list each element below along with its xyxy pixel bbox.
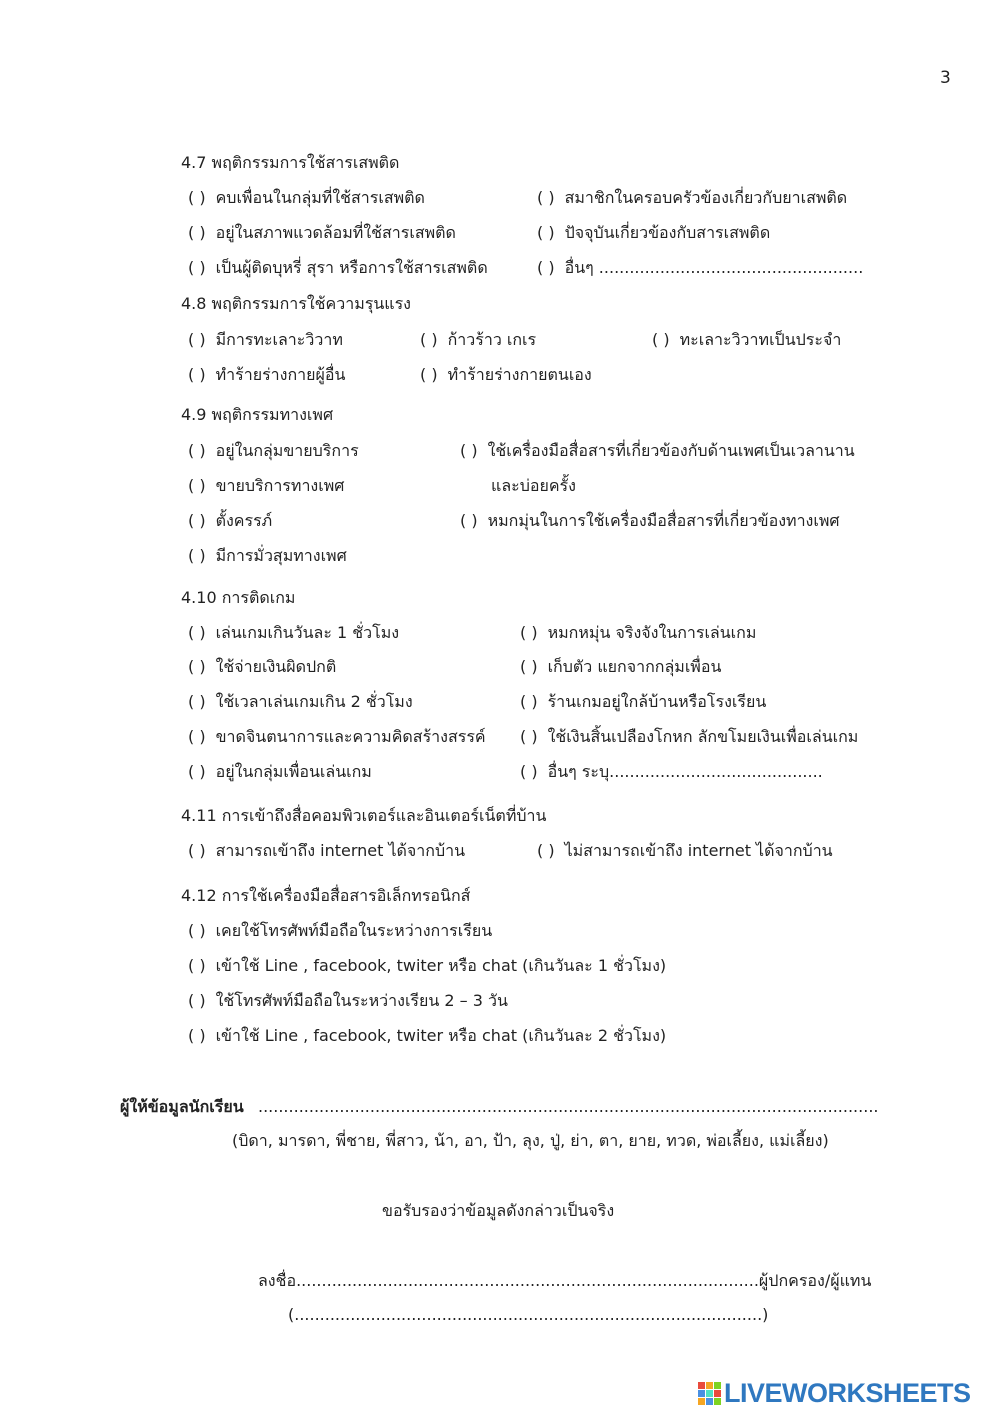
checkbox-item[interactable] bbox=[537, 223, 770, 243]
checkbox-item[interactable] bbox=[188, 762, 372, 782]
checkbox-label: เก็บตัว แยกจากกลุ่มเพื่อน bbox=[547, 657, 722, 676]
checkbox-label: ใช้จ่ายเงินผิดปกติ bbox=[215, 657, 337, 676]
checkbox[interactable]: ( ) bbox=[520, 727, 538, 746]
checkbox[interactable]: ( ) bbox=[537, 258, 555, 277]
checkbox-label: สมาชิกในครอบครัวข้องเกี่ยวกับยาเสพติด bbox=[564, 188, 848, 207]
checkbox-item[interactable] bbox=[460, 511, 840, 531]
liveworksheets-logo bbox=[698, 1378, 971, 1409]
checkbox-item[interactable] bbox=[520, 727, 858, 747]
checkbox-label: ก้าวร้าว เกเร bbox=[447, 330, 537, 349]
checkbox-label: ทะเลาะวิวาทเป็นประจำ bbox=[679, 330, 842, 349]
checkbox-item[interactable] bbox=[520, 692, 766, 712]
section-heading: 4.12 การใช้เครื่องมือสื่อสารอิเล็กทรอนิกส์ bbox=[181, 886, 471, 905]
checkbox-label: ใช้โทรศัพท์มือถือในระหว่างเรียน 2 – 3 วัน bbox=[215, 991, 508, 1010]
checkbox-label: หมกมุ่นในการใช้เครื่องมือสื่อสารที่เกี่ยวข้องทางเพศ bbox=[487, 511, 840, 530]
checkbox-label: เข้าใช้ Line , facebook, twiter หรือ chat (เกินวันละ 1 ชั่วโมง) bbox=[215, 956, 667, 975]
checkbox[interactable]: ( ) bbox=[420, 365, 438, 384]
certify-text: ขอรับรองว่าข้อมูลดังกล่าวเป็นจริง bbox=[382, 1201, 615, 1220]
checkbox-label: ทำร้ายร่างกายผู้อื่น bbox=[215, 365, 346, 384]
checkbox-item[interactable] bbox=[537, 258, 863, 278]
item-continuation: และบ่อยครั้ง bbox=[491, 476, 576, 495]
checkbox-item[interactable] bbox=[537, 188, 847, 208]
checkbox-label: ขายบริการทางเพศ bbox=[215, 476, 345, 495]
checkbox-item[interactable] bbox=[420, 365, 592, 385]
checkbox-label: อยู่ในกลุ่มขายบริการ bbox=[215, 441, 359, 460]
relations-note: (บิดา, มารดา, พี่ชาย, พี่สาว, น้า, อา, ป้า, ลุง, ปู่, ย่า, ตา, ยาย, ทวด, พ่อเลี้ยง, แม่เลี้ยง) bbox=[232, 1131, 829, 1150]
checkbox-item[interactable] bbox=[188, 365, 345, 385]
checkbox-label: ใช้เงินสิ้นเปลืองโกหก ลักขโมยเงินเพื่อเล่นเกม bbox=[547, 727, 859, 746]
signature-line[interactable]: ลงชื่อ...........................................................................................ผู้ปกครอง/ผู้แทน bbox=[258, 1271, 872, 1290]
checkbox-item[interactable] bbox=[188, 727, 486, 747]
checkbox[interactable]: ( ) bbox=[188, 1026, 206, 1045]
checkbox[interactable]: ( ) bbox=[188, 476, 206, 495]
checkbox[interactable]: ( ) bbox=[188, 546, 206, 565]
checkbox[interactable]: ( ) bbox=[188, 365, 206, 384]
checkbox-label: คบเพื่อนในกลุ่มที่ใช้สารเสพติด bbox=[215, 188, 425, 207]
checkbox[interactable]: ( ) bbox=[188, 692, 206, 711]
informant-label: ผู้ให้ข้อมูลนักเรียน bbox=[120, 1097, 244, 1116]
checkbox-label: สามารถเข้าถึง internet ได้จากบ้าน bbox=[215, 841, 466, 860]
checkbox[interactable]: ( ) bbox=[188, 511, 206, 530]
checkbox-item[interactable] bbox=[520, 657, 721, 677]
checkbox-label: อื่นๆ ระบุ.......................................... bbox=[547, 762, 823, 781]
checkbox[interactable]: ( ) bbox=[520, 657, 538, 676]
checkbox-item[interactable] bbox=[188, 921, 492, 941]
checkbox-label: ใช้เวลาเล่นเกมเกิน 2 ชั่วโมง bbox=[215, 692, 413, 711]
checkbox-item[interactable] bbox=[188, 956, 666, 976]
checkbox[interactable]: ( ) bbox=[188, 956, 206, 975]
checkbox-label: หมกหมุ่น จริงจังในการเล่นเกม bbox=[547, 623, 757, 642]
checkbox-item[interactable] bbox=[188, 991, 508, 1011]
checkbox-label: เล่นเกมเกินวันละ 1 ชั่วโมง bbox=[215, 623, 400, 642]
section-heading: 4.8 พฤติกรรมการใช้ความรุนแรง bbox=[181, 294, 411, 313]
checkbox-item[interactable] bbox=[520, 762, 823, 782]
checkbox-label: เข้าใช้ Line , facebook, twiter หรือ chat (เกินวันละ 2 ชั่วโมง) bbox=[215, 1026, 667, 1045]
informant-line[interactable]: .......................................................................................................................... bbox=[258, 1097, 879, 1116]
checkbox-item[interactable] bbox=[188, 330, 343, 350]
checkbox-label: ร้านเกมอยู่ใกล้บ้านหรือโรงเรียน bbox=[547, 692, 767, 711]
checkbox[interactable]: ( ) bbox=[188, 441, 206, 460]
checkbox[interactable]: ( ) bbox=[188, 330, 206, 349]
checkbox-item[interactable] bbox=[188, 546, 347, 566]
logo-text: LIVEWORKSHEETS bbox=[724, 1378, 971, 1408]
checkbox-label: มีการมั่วสุมทางเพศ bbox=[215, 546, 347, 565]
checkbox-label: อยู่ในกลุ่มเพื่อนเล่นเกม bbox=[215, 762, 372, 781]
checkbox-label: อยู่ในสภาพแวดล้อมที่ใช้สารเสพติด bbox=[215, 223, 456, 242]
checkbox-label: ใช้เครื่องมือสื่อสารที่เกี่ยวข้องกับด้านเพศเป็นเวลานาน bbox=[487, 441, 855, 460]
checkbox-item[interactable] bbox=[188, 692, 413, 712]
checkbox-item[interactable] bbox=[188, 1026, 666, 1046]
checkbox-item[interactable] bbox=[188, 441, 359, 461]
checkbox[interactable]: ( ) bbox=[520, 692, 538, 711]
checkbox-label: ทำร้ายร่างกายตนเอง bbox=[447, 365, 592, 384]
logo-grid-icon bbox=[698, 1382, 721, 1405]
checkbox[interactable]: ( ) bbox=[188, 223, 206, 242]
checkbox[interactable]: ( ) bbox=[520, 623, 538, 642]
name-line[interactable]: (............................................................................................) bbox=[288, 1305, 769, 1324]
checkbox-item[interactable] bbox=[537, 841, 833, 861]
section-heading: 4.9 พฤติกรรมทางเพศ bbox=[181, 405, 334, 424]
section-heading: 4.7 พฤติกรรมการใช้สารเสพติด bbox=[181, 153, 400, 172]
checkbox-label: ไม่สามารถเข้าถึง internet ได้จากบ้าน bbox=[564, 841, 833, 860]
checkbox-item[interactable] bbox=[188, 476, 344, 496]
checkbox[interactable]: ( ) bbox=[188, 841, 206, 860]
checkbox-item[interactable] bbox=[460, 441, 855, 461]
checkbox[interactable]: ( ) bbox=[520, 762, 538, 781]
checkbox[interactable]: ( ) bbox=[537, 223, 555, 242]
checkbox-item[interactable] bbox=[188, 223, 456, 243]
checkbox[interactable]: ( ) bbox=[460, 441, 478, 460]
checkbox-item[interactable] bbox=[420, 330, 536, 350]
checkbox[interactable]: ( ) bbox=[188, 991, 206, 1010]
checkbox[interactable]: ( ) bbox=[537, 841, 555, 860]
section-heading: 4.11 การเข้าถึงสื่อคอมพิวเตอร์และอินเตอร์เน็ตที่บ้าน bbox=[181, 806, 547, 825]
checkbox-item[interactable] bbox=[652, 330, 841, 350]
checkbox[interactable]: ( ) bbox=[188, 258, 206, 277]
checkbox[interactable]: ( ) bbox=[188, 623, 206, 642]
checkbox-label: ปัจจุบันเกี่ยวข้องกับสารเสพติด bbox=[564, 223, 771, 242]
checkbox-item[interactable] bbox=[520, 623, 756, 643]
section-heading: 4.10 การติดเกม bbox=[181, 588, 296, 607]
checkbox-label: ตั้งครรภ์ bbox=[215, 511, 273, 530]
checkbox-label: อื่นๆ .................................................... bbox=[564, 258, 864, 277]
checkbox-item[interactable] bbox=[188, 657, 336, 677]
page-number: 3 bbox=[940, 68, 951, 88]
checkbox[interactable]: ( ) bbox=[188, 921, 206, 940]
checkbox[interactable]: ( ) bbox=[188, 762, 206, 781]
checkbox-item[interactable] bbox=[188, 623, 399, 643]
checkbox-label: เคยใช้โทรศัพท์มือถือในระหว่างการเรียน bbox=[215, 921, 493, 940]
checkbox[interactable]: ( ) bbox=[652, 330, 670, 349]
checkbox[interactable]: ( ) bbox=[188, 188, 206, 207]
checkbox-item[interactable] bbox=[188, 511, 272, 531]
checkbox[interactable]: ( ) bbox=[420, 330, 438, 349]
checkbox-label: มีการทะเลาะวิวาท bbox=[215, 330, 343, 349]
checkbox-label: ขาดจินตนาการและความคิดสร้างสรรค์ bbox=[215, 727, 486, 746]
checkbox-item[interactable] bbox=[188, 258, 488, 278]
checkbox-item[interactable] bbox=[188, 188, 425, 208]
checkbox[interactable]: ( ) bbox=[188, 657, 206, 676]
checkbox[interactable]: ( ) bbox=[188, 727, 206, 746]
checkbox[interactable]: ( ) bbox=[460, 511, 478, 530]
checkbox-item[interactable] bbox=[188, 841, 465, 861]
checkbox-label: เป็นผู้ติดบุหรี่ สุรา หรือการใช้สารเสพติด bbox=[215, 258, 488, 277]
checkbox[interactable]: ( ) bbox=[537, 188, 555, 207]
